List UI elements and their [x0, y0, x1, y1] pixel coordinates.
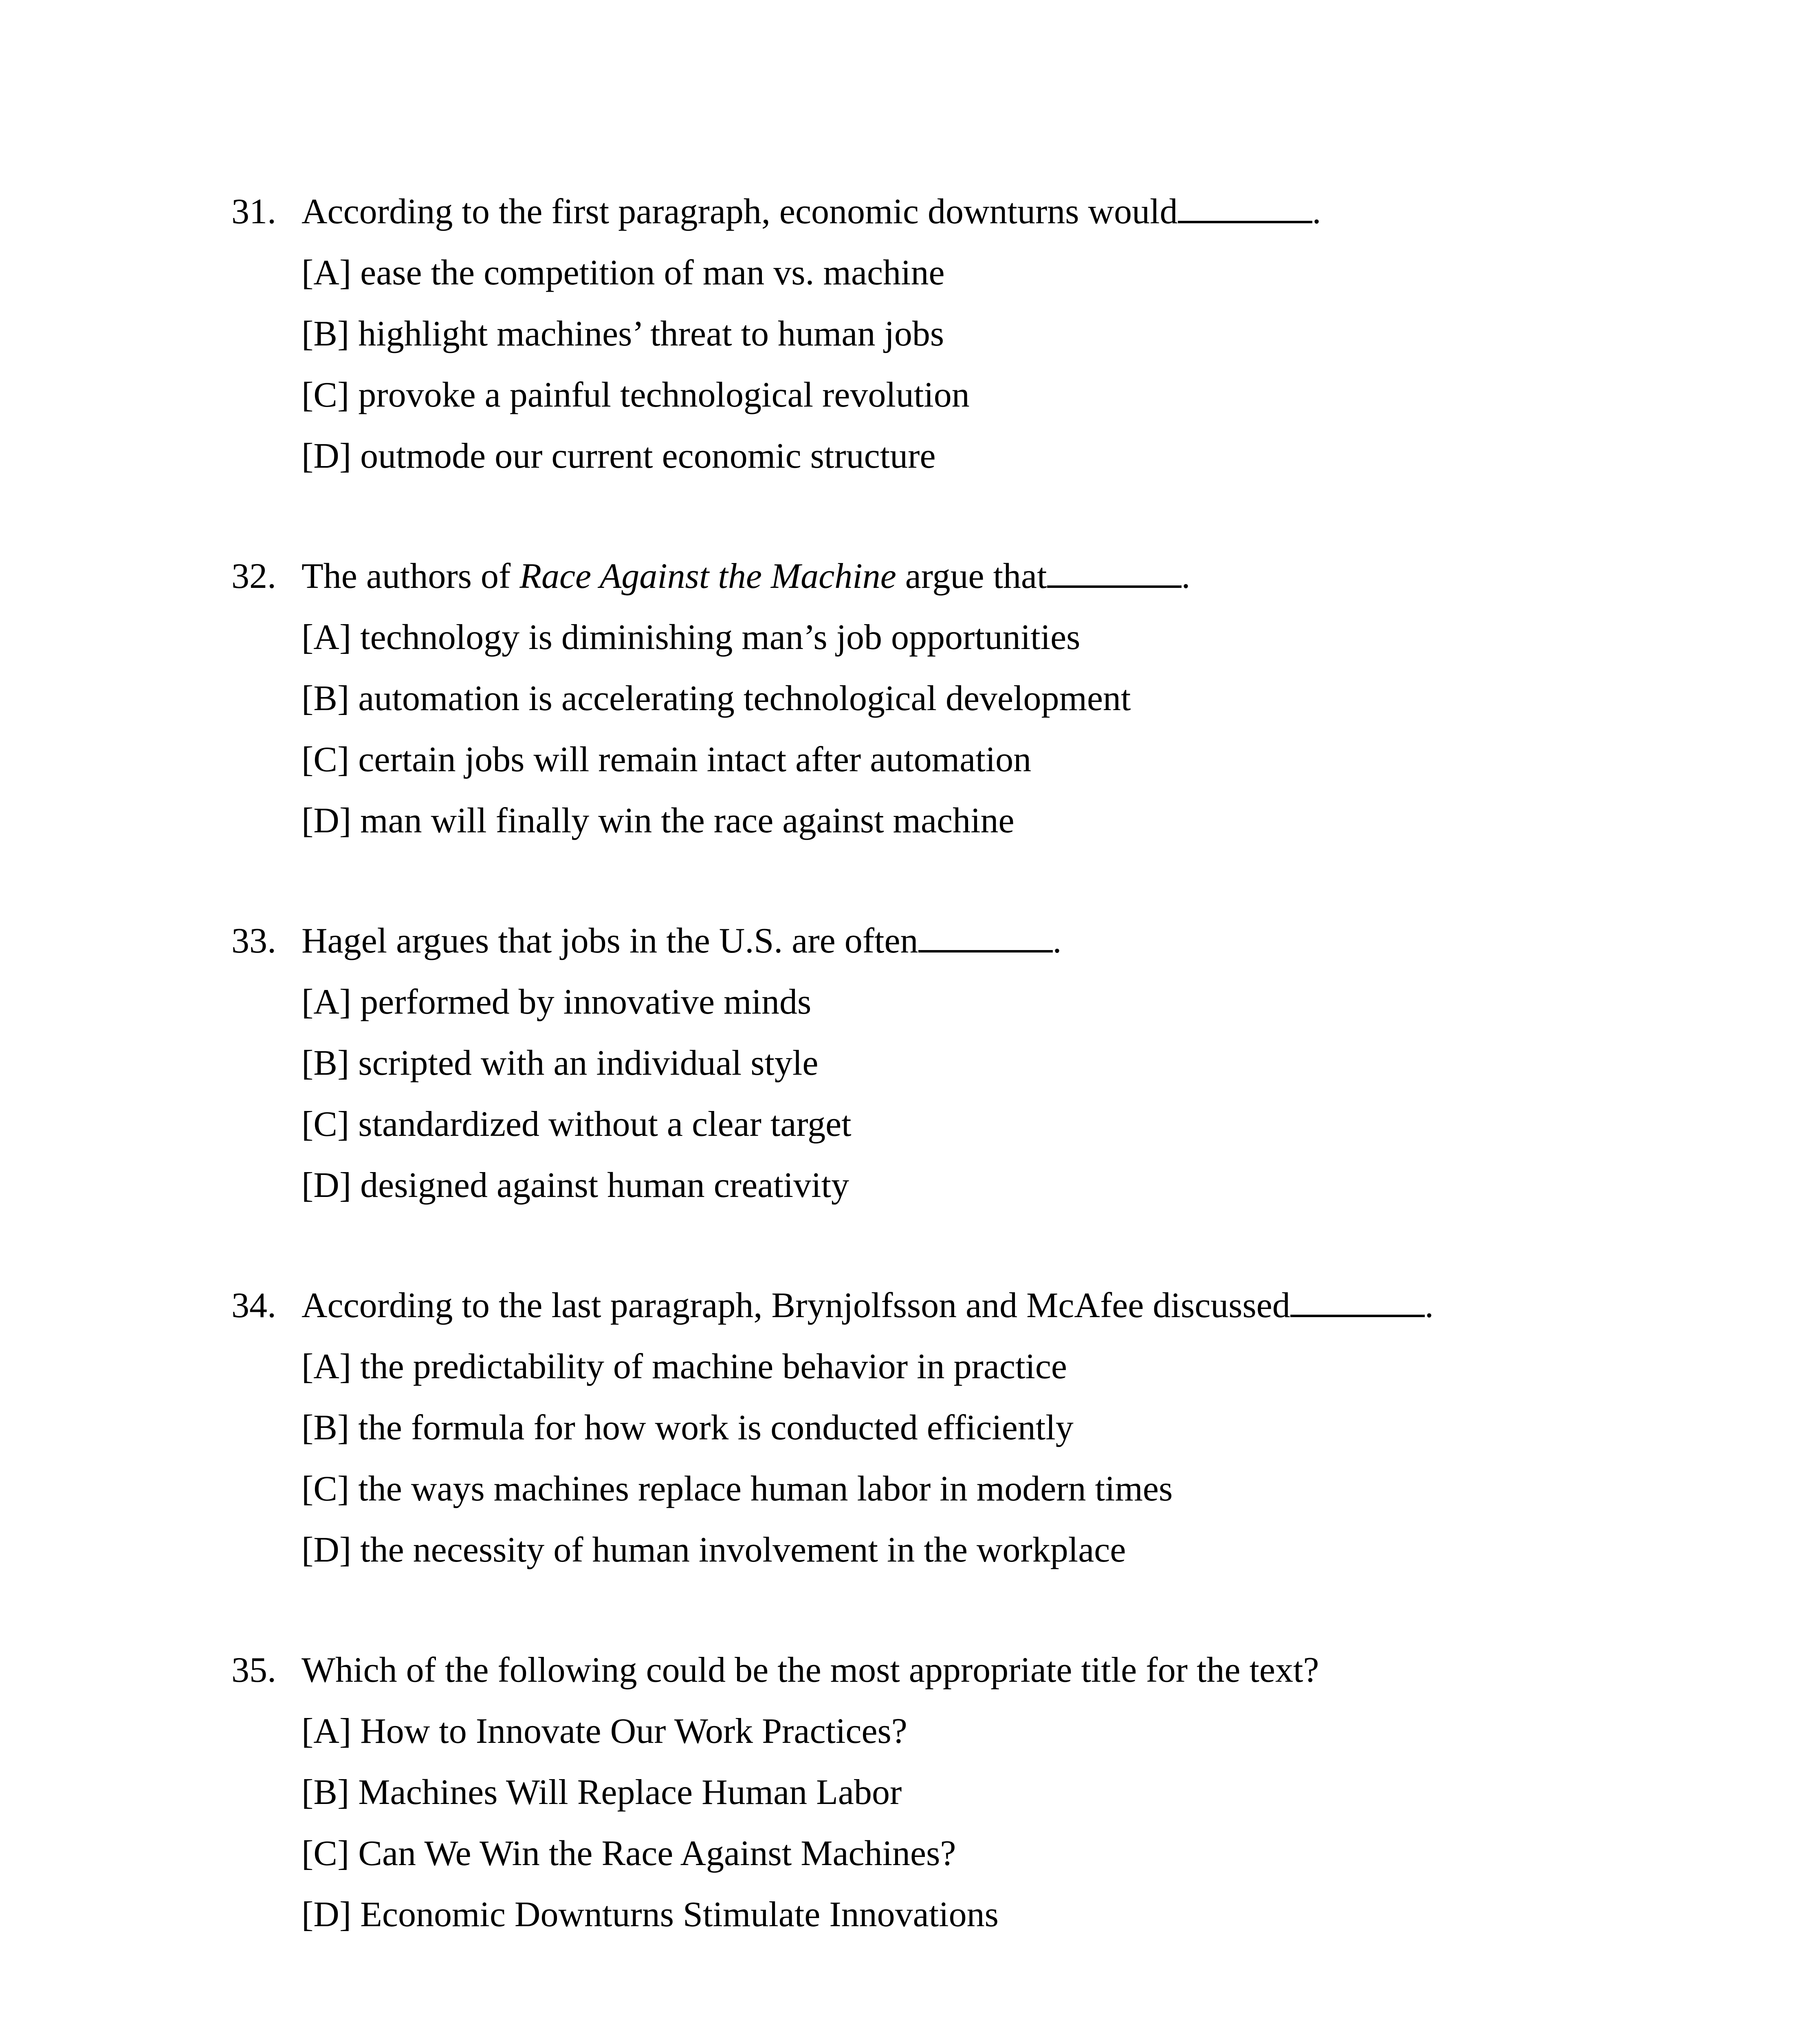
option-c: [C] provoke a painful technological revolution	[301, 375, 970, 415]
option-a: [A] performed by innovative minds	[301, 982, 812, 1022]
question-32	[231, 546, 1698, 851]
option-c: [C] the ways machines replace human labor in modern times	[301, 1469, 1173, 1509]
option-c: [C] certain jobs will remain intact after automation	[301, 740, 1032, 779]
option-b: [B] Machines Will Replace Human Labor	[301, 1773, 902, 1812]
stem-end: .	[1312, 192, 1321, 231]
option-b: [B] scripted with an individual style	[301, 1043, 819, 1083]
question-number: 34.	[231, 1286, 276, 1325]
option-c: [C] standardized without a clear target	[301, 1104, 852, 1144]
option-b: [B] the formula for how work is conducted efficiently	[301, 1408, 1074, 1447]
answer-blank	[1290, 1286, 1425, 1317]
stem-end: .	[1424, 1286, 1434, 1325]
question-number: 35.	[231, 1650, 276, 1690]
option-a: [A] technology is diminishing man’s job opportunities	[301, 618, 1081, 657]
stem-text: According to the first paragraph, economic downturns would	[301, 192, 1178, 231]
stem-text: Which of the following could be the most appropriate title for the text?	[301, 1650, 1319, 1690]
question-31	[231, 181, 1698, 487]
question-number: 32.	[231, 557, 276, 596]
option-d: [D] the necessity of human involvement in the workplace	[301, 1530, 1126, 1570]
question-stem	[231, 1275, 1698, 1336]
book-title: Race Against the Machine	[519, 557, 896, 596]
question-33	[231, 911, 1698, 1216]
answer-blank	[1047, 557, 1182, 588]
option-d: [D] Economic Downturns Stimulate Innovations	[301, 1895, 999, 1934]
question-34	[231, 1275, 1698, 1581]
option-d: [D] outmode our current economic structure	[301, 436, 936, 476]
option-a: [A] the predictability of machine behavior in practice	[301, 1347, 1067, 1386]
option-d: [D] designed against human creativity	[301, 1166, 849, 1205]
stem-text: According to the last paragraph, Brynjolfsson and McAfee discussed	[301, 1286, 1290, 1325]
question-35	[231, 1640, 1698, 1945]
answer-blank	[1178, 192, 1312, 223]
answer-blank	[918, 922, 1053, 953]
stem-end: .	[1052, 921, 1062, 961]
option-b: [B] automation is accelerating technological development	[301, 679, 1131, 718]
stem-text-after: argue that	[896, 557, 1047, 596]
question-stem	[231, 911, 1698, 972]
stem-text: The authors of	[301, 557, 520, 596]
stem-end: .	[1181, 557, 1191, 596]
option-c: [C] Can We Win the Race Against Machines?	[301, 1834, 956, 1873]
option-b: [B] highlight machines’ threat to human jobs	[301, 314, 944, 354]
question-stem	[231, 1640, 1698, 1701]
question-stem	[231, 546, 1698, 607]
option-a: [A] ease the competition of man vs. machine	[301, 253, 945, 293]
option-d: [D] man will finally win the race against machine	[301, 801, 1015, 840]
question-number: 33.	[231, 921, 276, 961]
question-number: 31.	[231, 192, 276, 231]
option-a: [A] How to Innovate Our Work Practices?	[301, 1711, 907, 1751]
question-stem	[231, 181, 1698, 242]
stem-text: Hagel argues that jobs in the U.S. are often	[301, 921, 918, 961]
